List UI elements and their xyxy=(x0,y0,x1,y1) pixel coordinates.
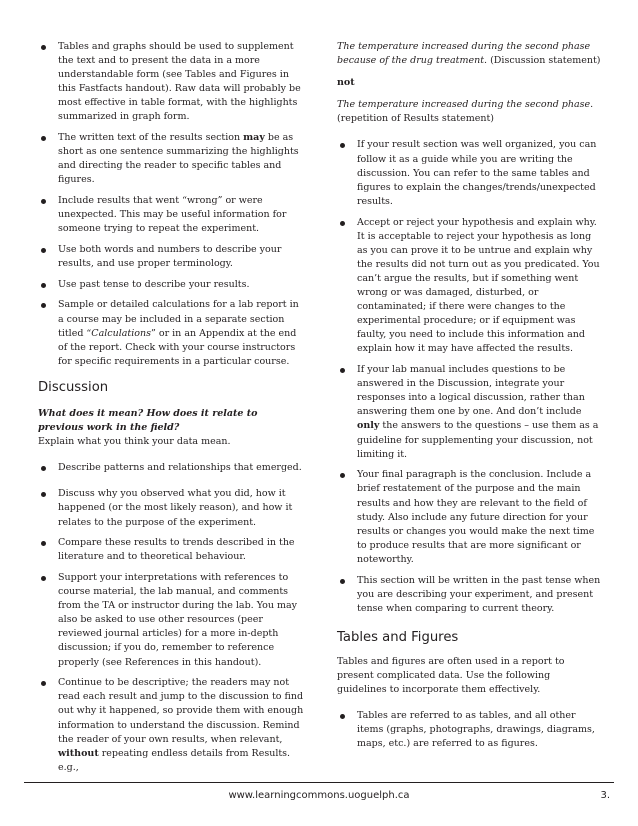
results-bullet-list xyxy=(38,40,304,369)
list-item: If your result section was well organized, you can follow it as a guide while you are writing the discussion. You can refer to the same tables and figures to explain the changes/trends/unexpected results. xyxy=(337,138,602,208)
example-discussion-statement: The temperature increased during the second phase because of the drug treatment. (Discussion statement) xyxy=(337,41,601,67)
not-label: not xyxy=(337,77,355,89)
tables-bullet-list xyxy=(337,709,602,751)
discussion-heading: Discussion xyxy=(38,379,109,395)
list-item: If your lab manual includes questions to be answered in the Discussion, integrate your responses into a logical discussion, rather than answering them one by one. And don’t include only the answers to the questions – use them as a guideline for supplementing your discussion, not limiting it. xyxy=(337,363,602,462)
footer-divider xyxy=(24,782,614,783)
right-column xyxy=(337,40,602,758)
footer-url[interactable]: www.learningcommons.uoguelph.ca xyxy=(228,790,410,801)
list-item: The written text of the results section may be as short as one sentence summarizing the highlights and directing the reader to specific tables and figures. xyxy=(38,131,304,187)
list-item: Use both words and numbers to describe your results, and use proper terminology. xyxy=(38,243,304,271)
page-number: 3. xyxy=(600,790,610,801)
list-item: Tables and graphs should be used to supplement the text and to present the data in a more understandable form (see Tables and Figures in this Fastfacts handout). Raw data will probably be most effective in table format, with the highlights summarized in graph form. xyxy=(38,40,304,125)
list-item: Your final paragraph is the conclusion. Include a brief restatement of the purpose and the main results and how they are relevant to the field of study. Also include any future direction for your results or changes you would make the next time to produce results that are more significant or noteworthy. xyxy=(337,468,602,567)
discussion-guidelines-list xyxy=(337,138,602,615)
list-item: Include results that went “wrong” or were unexpected. This may be useful information for someone trying to repeat the experiment. xyxy=(38,194,304,236)
discussion-intro: Explain what you think your data mean. xyxy=(38,436,231,448)
list-item: Sample or detailed calculations for a lab report in a course may be included in a separate section titled “Calculations” or in an Appendix at the end of the report. Check with your course instructors for specific requirements in a particular course. xyxy=(38,298,304,368)
tables-figures-heading: Tables and Figures xyxy=(337,629,459,645)
list-item: Compare these results to trends described in the literature and to theoretical behaviour. xyxy=(38,536,304,564)
list-item: Accept or reject your hypothesis and explain why. It is acceptable to reject your hypothesis as long as you can prove it to be untrue and explain why the results did not turn out as you predicated. You can’t argue the results, but if something went wrong or was damaged, disturbed, or contaminated; if there were changes to the experimental procedure; or if equipment was faulty, you need to include this information and explain how it may have affected the results. xyxy=(337,216,602,357)
discussion-question: What does it mean? How does it relate to previous work in the field? xyxy=(38,407,258,434)
tables-intro: Tables and figures are often used in a report to present complicated data. Use the following guidelines to incorporate them effectively. xyxy=(337,655,565,696)
list-item: Describe patterns and relationships that emerged. xyxy=(38,461,304,475)
list-item: Discuss why you observed what you did, how it happened (or the most likely reason), and how it relates to the purpose of the experiment. xyxy=(38,487,304,529)
list-item: Use past tense to describe your results. xyxy=(38,278,304,292)
list-item: This section will be written in the past tense when you are describing your experiment, and present tense when comparing to current theory. xyxy=(337,574,602,616)
left-column xyxy=(38,40,304,781)
list-item: Continue to be descriptive; the readers may not read each result and jump to the discussion to find out why it happened, so provide them with enough information to understand the discussion. Remind the reader of your own results, when relevant, without repeating endless details from Results. e.g., xyxy=(38,676,304,775)
discussion-bullet-list xyxy=(38,461,304,775)
list-item: Support your interpretations with references to course material, the lab manual, and comments from the TA or instructor during the lab. You may also be asked to use other resources (peer reviewed journal articles) for a more in-depth discussion; if you do, remember to reference properly (see References in this handout). xyxy=(38,571,304,670)
list-item: Tables are referred to as tables, and all other items (graphs, photographs, drawings, diagrams, maps, etc.) are referred to as figures. xyxy=(337,709,602,751)
example-results-statement: The temperature increased during the second phase. (repetition of Results statement) xyxy=(337,99,594,125)
